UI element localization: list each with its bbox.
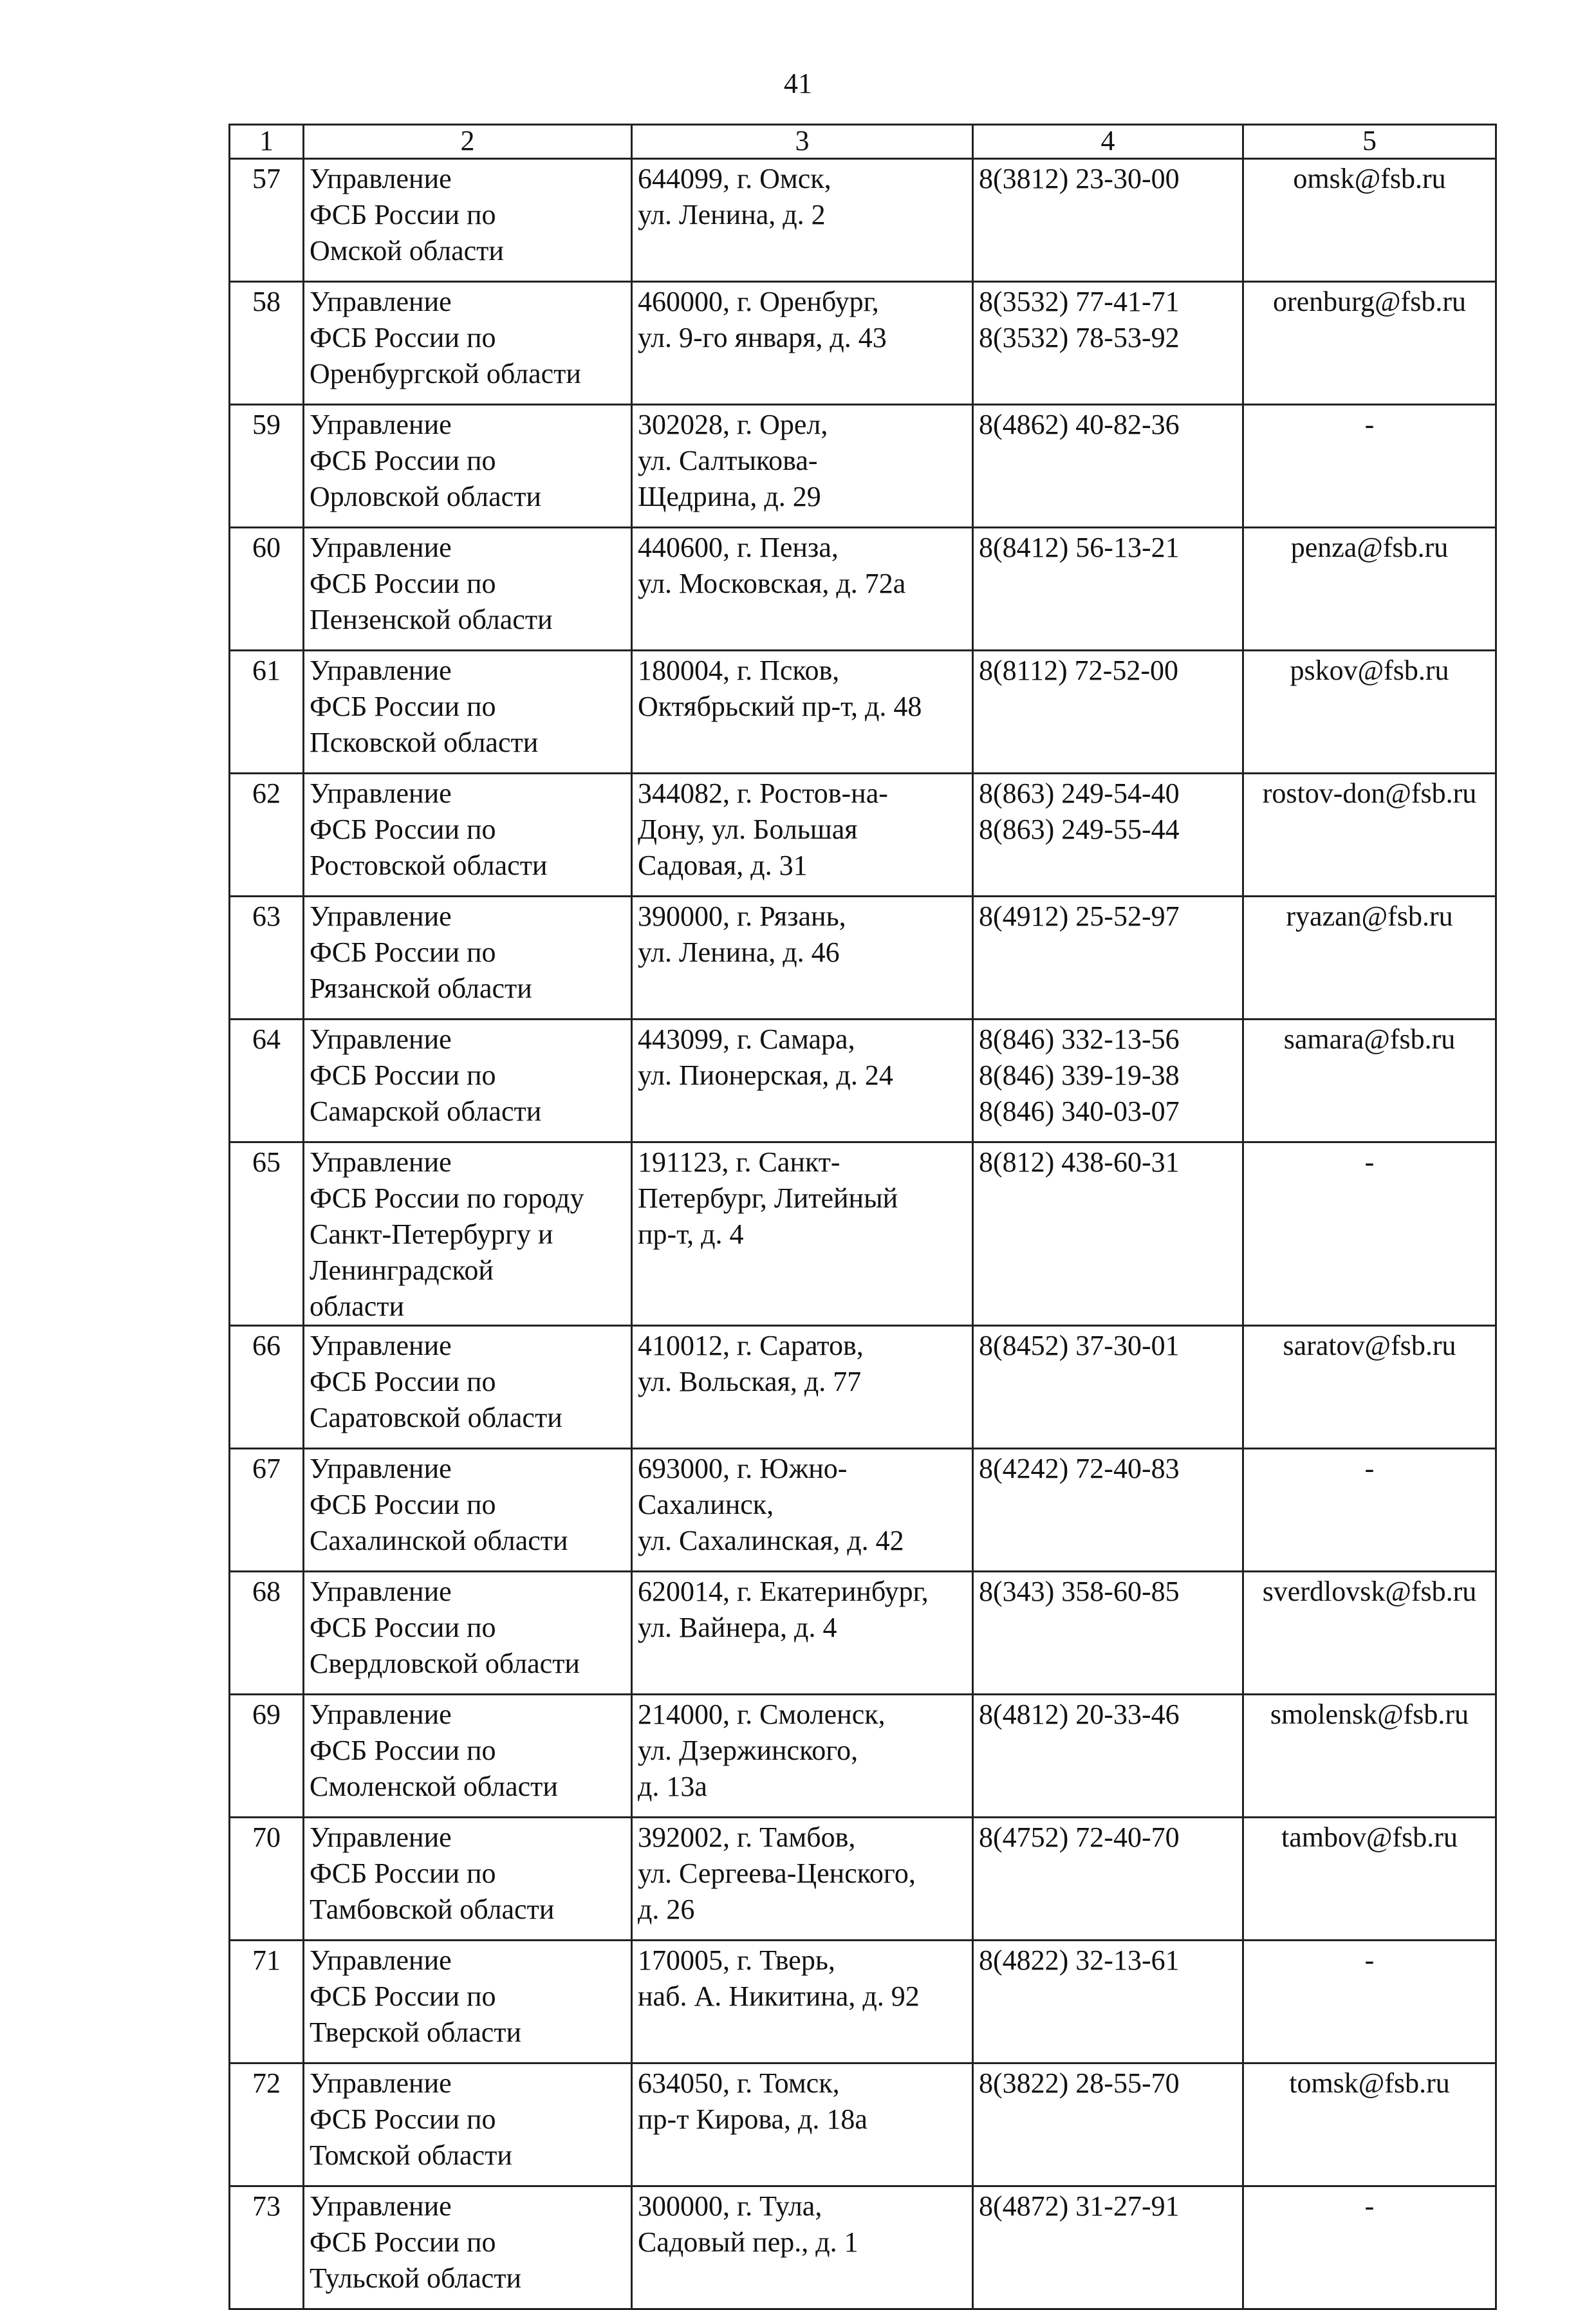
organization-line: Управление — [310, 2190, 452, 2222]
phone-number: 8(4242) 72-40-83 — [979, 1453, 1180, 1484]
phone-number: 8(3822) 28-55-70 — [979, 2067, 1180, 2099]
address-line: пр-т Кирова, д. 18а — [638, 2103, 868, 2135]
phone-cell — [973, 2186, 1243, 2309]
organization-line: ФСБ России по — [310, 2226, 496, 2258]
organization-line: ФСБ России по — [310, 1366, 496, 1397]
contacts-table — [228, 124, 1497, 2310]
email-cell: - — [1243, 1142, 1496, 1326]
phone-cell — [973, 1818, 1243, 1941]
column-header: 1 — [230, 125, 304, 159]
organization-line: Томской области — [310, 2139, 512, 2171]
address-line: 443099, г. Самара, — [638, 1023, 855, 1055]
organization-cell — [304, 282, 632, 405]
organization-line: Омской области — [310, 235, 504, 266]
organization-line: Свердловской области — [310, 1648, 580, 1679]
organization-line: Управление — [310, 1146, 452, 1178]
row-number: 58 — [230, 282, 304, 405]
phone-number: 8(8452) 37-30-01 — [979, 1330, 1180, 1361]
address-cell — [632, 1572, 973, 1695]
phone-number: 8(4812) 20-33-46 — [979, 1699, 1180, 1730]
organization-line: ФСБ России по — [310, 1735, 496, 1766]
organization-cell — [304, 405, 632, 528]
table-row — [230, 897, 1496, 1020]
organization-line: Оренбургской области — [310, 358, 581, 389]
address-line: 300000, г. Тула, — [638, 2190, 822, 2222]
phone-number: 8(4872) 31-27-91 — [979, 2190, 1180, 2222]
phone-number: 8(4912) 25-52-97 — [979, 900, 1180, 932]
organization-line: Орловской области — [310, 481, 541, 512]
row-number: 70 — [230, 1818, 304, 1941]
organization-line: ФСБ России по — [310, 936, 496, 968]
email-cell: tomsk@fsb.ru — [1243, 2063, 1496, 2186]
organization-line: Управление — [310, 1453, 452, 1484]
email-cell: tambov@fsb.ru — [1243, 1818, 1496, 1941]
organization-line: Ростовской области — [310, 850, 548, 881]
organization-line: Тульской области — [310, 2262, 522, 2294]
address-line: д. 26 — [638, 1894, 695, 1925]
address-line: д. 13а — [638, 1771, 707, 1802]
table-row — [230, 651, 1496, 774]
phone-cell — [973, 897, 1243, 1020]
organization-line: ФСБ России по — [310, 1858, 496, 1889]
organization-cell — [304, 528, 632, 651]
row-number: 73 — [230, 2186, 304, 2309]
address-line: наб. А. Никитина, д. 92 — [638, 1980, 920, 2012]
email-cell: omsk@fsb.ru — [1243, 159, 1496, 282]
email-cell: saratov@fsb.ru — [1243, 1326, 1496, 1449]
organization-line: ФСБ России по — [310, 568, 496, 599]
address-cell — [632, 1449, 973, 1572]
email-cell: orenburg@fsb.ru — [1243, 282, 1496, 405]
row-number: 68 — [230, 1572, 304, 1695]
row-number: 60 — [230, 528, 304, 651]
phone-cell — [973, 1326, 1243, 1449]
row-number: 67 — [230, 1449, 304, 1572]
phone-cell — [973, 651, 1243, 774]
row-number: 66 — [230, 1326, 304, 1449]
phone-cell — [973, 1449, 1243, 1572]
email-cell: ryazan@fsb.ru — [1243, 897, 1496, 1020]
phone-cell — [973, 159, 1243, 282]
address-cell — [632, 1326, 973, 1449]
phone-number: 8(863) 249-55-44 — [979, 814, 1180, 845]
phone-number: 8(3532) 78-53-92 — [979, 322, 1180, 353]
organization-line: ФСБ России по — [310, 322, 496, 353]
email-cell: rostov-don@fsb.ru — [1243, 774, 1496, 897]
table-row — [230, 774, 1496, 897]
phone-cell — [973, 528, 1243, 651]
address-line: Садовая, д. 31 — [638, 850, 808, 881]
organization-cell — [304, 1941, 632, 2063]
table-row — [230, 282, 1496, 405]
organization-cell — [304, 774, 632, 897]
organization-line: Управление — [310, 1944, 452, 1976]
column-header: 4 — [973, 125, 1243, 159]
address-line: ул. Сахалинская, д. 42 — [638, 1525, 904, 1556]
organization-cell — [304, 651, 632, 774]
organization-line: Псковской области — [310, 727, 539, 758]
address-cell — [632, 897, 973, 1020]
address-line: 410012, г. Саратов, — [638, 1330, 864, 1361]
phone-number: 8(863) 249-54-40 — [979, 778, 1180, 809]
address-line: ул. Сергеева-Ценского, — [638, 1858, 916, 1889]
phone-cell — [973, 1020, 1243, 1142]
address-cell — [632, 1695, 973, 1818]
table-row — [230, 2063, 1496, 2186]
email-cell: penza@fsb.ru — [1243, 528, 1496, 651]
address-cell — [632, 159, 973, 282]
address-line: 634050, г. Томск, — [638, 2067, 840, 2099]
organization-line: Управление — [310, 1699, 452, 1730]
organization-cell — [304, 1142, 632, 1326]
organization-line: Управление — [310, 1821, 452, 1853]
phone-cell — [973, 1572, 1243, 1695]
address-line: Сахалинск, — [638, 1489, 774, 1520]
table-row — [230, 1020, 1496, 1142]
phone-number: 8(4862) 40-82-36 — [979, 409, 1180, 440]
address-line: 191123, г. Санкт- — [638, 1146, 840, 1178]
organization-line: Управление — [310, 2067, 452, 2099]
row-number: 71 — [230, 1941, 304, 2063]
address-cell — [632, 1020, 973, 1142]
organization-line: Управление — [310, 655, 452, 686]
phone-cell — [973, 2063, 1243, 2186]
address-cell — [632, 774, 973, 897]
address-cell — [632, 1941, 973, 2063]
email-cell: - — [1243, 2186, 1496, 2309]
address-cell — [632, 528, 973, 651]
organization-line: ФСБ России по городу — [310, 1182, 584, 1214]
row-number: 72 — [230, 2063, 304, 2186]
organization-line: Управление — [310, 1023, 452, 1055]
row-number: 65 — [230, 1142, 304, 1326]
phone-cell — [973, 282, 1243, 405]
organization-line: Пензенской области — [310, 604, 553, 635]
organization-line: Управление — [310, 1576, 452, 1607]
address-line: ул. Пионерская, д. 24 — [638, 1059, 893, 1091]
table-row — [230, 1142, 1496, 1326]
address-line: Дону, ул. Большая — [638, 814, 858, 845]
table-row — [230, 405, 1496, 528]
table-row — [230, 1941, 1496, 2063]
row-number: 59 — [230, 405, 304, 528]
organization-cell — [304, 897, 632, 1020]
organization-cell — [304, 2186, 632, 2309]
address-line: 344082, г. Ростов-на- — [638, 778, 888, 809]
organization-line: области — [310, 1290, 405, 1322]
organization-line: Смоленской области — [310, 1771, 558, 1802]
header-row — [230, 125, 1496, 159]
organization-line: Рязанской области — [310, 973, 532, 1004]
row-number: 69 — [230, 1695, 304, 1818]
page-number: 41 — [784, 68, 812, 99]
table-row — [230, 2186, 1496, 2309]
address-cell — [632, 2063, 973, 2186]
organization-cell — [304, 1818, 632, 1941]
organization-line: ФСБ России по — [310, 691, 496, 722]
organization-cell — [304, 1449, 632, 1572]
table-row — [230, 1572, 1496, 1695]
phone-number: 8(846) 339-19-38 — [979, 1059, 1180, 1091]
row-number: 57 — [230, 159, 304, 282]
address-line: 214000, г. Смоленск, — [638, 1699, 886, 1730]
column-header: 5 — [1243, 125, 1496, 159]
organization-line: ФСБ России по — [310, 1980, 496, 2012]
organization-line: Сахалинской области — [310, 1525, 568, 1556]
organization-line: Тамбовской области — [310, 1894, 555, 1925]
organization-cell — [304, 1326, 632, 1449]
phone-number: 8(4822) 32-13-61 — [979, 1944, 1180, 1976]
address-line: ул. Дзержинского, — [638, 1735, 858, 1766]
address-line: ул. Вольская, д. 77 — [638, 1366, 862, 1397]
address-line: 390000, г. Рязань, — [638, 900, 846, 932]
email-cell: - — [1243, 1941, 1496, 2063]
address-line: 693000, г. Южно- — [638, 1453, 848, 1484]
row-number: 63 — [230, 897, 304, 1020]
phone-number: 8(3812) 23-30-00 — [979, 163, 1180, 194]
address-line: Октябрьский пр-т, д. 48 — [638, 691, 922, 722]
organization-line: Управление — [310, 1330, 452, 1361]
organization-line: ФСБ России по — [310, 814, 496, 845]
address-cell — [632, 651, 973, 774]
column-header: 2 — [304, 125, 632, 159]
organization-line: Самарской области — [310, 1095, 542, 1127]
phone-number: 8(846) 332-13-56 — [979, 1023, 1180, 1055]
address-line: ул. Вайнера, д. 4 — [638, 1612, 837, 1643]
table-row — [230, 1818, 1496, 1941]
phone-cell — [973, 774, 1243, 897]
phone-number: 8(812) 438-60-31 — [979, 1146, 1180, 1178]
row-number: 61 — [230, 651, 304, 774]
email-cell: - — [1243, 405, 1496, 528]
organization-line: ФСБ России по — [310, 445, 496, 476]
organization-line: Ленинградской — [310, 1254, 494, 1286]
organization-line: Управление — [310, 286, 452, 317]
email-cell: samara@fsb.ru — [1243, 1020, 1496, 1142]
address-line: Садовый пер., д. 1 — [638, 2226, 858, 2258]
organization-line: ФСБ России по — [310, 2103, 496, 2135]
organization-cell — [304, 1572, 632, 1695]
address-line: ул. Московская, д. 72а — [638, 568, 906, 599]
phone-number: 8(3532) 77-41-71 — [979, 286, 1180, 317]
organization-line: Саратовской области — [310, 1402, 562, 1433]
address-line: ул. 9-го января, д. 43 — [638, 322, 887, 353]
address-cell — [632, 1142, 973, 1326]
organization-line: ФСБ России по — [310, 1489, 496, 1520]
phone-number: 8(4752) 72-40-70 — [979, 1821, 1180, 1853]
table-row — [230, 1326, 1496, 1449]
organization-line: Управление — [310, 532, 452, 563]
email-cell: - — [1243, 1449, 1496, 1572]
phone-number: 8(8112) 72-52-00 — [979, 655, 1178, 686]
address-cell — [632, 405, 973, 528]
organization-cell — [304, 159, 632, 282]
email-cell: pskov@fsb.ru — [1243, 651, 1496, 774]
phone-number: 8(343) 358-60-85 — [979, 1576, 1180, 1607]
address-line: 180004, г. Псков, — [638, 655, 840, 686]
organization-line: Управление — [310, 409, 452, 440]
address-line: 644099, г. Омск, — [638, 163, 831, 194]
column-header: 3 — [632, 125, 973, 159]
email-cell: smolensk@fsb.ru — [1243, 1695, 1496, 1818]
address-line: 392002, г. Тамбов, — [638, 1821, 856, 1853]
address-line: 620014, г. Екатеринбург, — [638, 1576, 929, 1607]
address-cell — [632, 1818, 973, 1941]
address-line: 170005, г. Тверь, — [638, 1944, 835, 1976]
phone-cell — [973, 1142, 1243, 1326]
organization-line: Тверской области — [310, 2017, 522, 2048]
address-line: Щедрина, д. 29 — [638, 481, 821, 512]
organization-line: ФСБ России по — [310, 1059, 496, 1091]
address-line: ул. Салтыкова- — [638, 445, 818, 476]
organization-line: Управление — [310, 163, 452, 194]
table-row — [230, 528, 1496, 651]
phone-cell — [973, 1941, 1243, 2063]
organization-line: Управление — [310, 778, 452, 809]
address-line: Петербург, Литейный — [638, 1182, 898, 1214]
address-line: 460000, г. Оренбург, — [638, 286, 879, 317]
phone-number: 8(846) 340-03-07 — [979, 1095, 1180, 1127]
organization-line: Управление — [310, 900, 452, 932]
table-row — [230, 1449, 1496, 1572]
row-number: 62 — [230, 774, 304, 897]
organization-cell — [304, 1695, 632, 1818]
address-line: ул. Ленина, д. 46 — [638, 936, 840, 968]
organization-line: ФСБ России по — [310, 199, 496, 230]
row-number: 64 — [230, 1020, 304, 1142]
phone-number: 8(8412) 56-13-21 — [979, 532, 1180, 563]
phone-cell — [973, 1695, 1243, 1818]
address-cell — [632, 282, 973, 405]
table-row — [230, 159, 1496, 282]
organization-cell — [304, 1020, 632, 1142]
address-cell — [632, 2186, 973, 2309]
address-line: 440600, г. Пенза, — [638, 532, 839, 563]
phone-cell — [973, 405, 1243, 528]
address-line: 302028, г. Орел, — [638, 409, 828, 440]
email-cell: sverdlovsk@fsb.ru — [1243, 1572, 1496, 1695]
address-line: пр-т, д. 4 — [638, 1218, 744, 1250]
table-row — [230, 1695, 1496, 1818]
organization-cell — [304, 2063, 632, 2186]
organization-line: ФСБ России по — [310, 1612, 496, 1643]
table-body — [230, 125, 1496, 2309]
organization-line: Санкт-Петербургу и — [310, 1218, 553, 1250]
address-line: ул. Ленина, д. 2 — [638, 199, 826, 230]
